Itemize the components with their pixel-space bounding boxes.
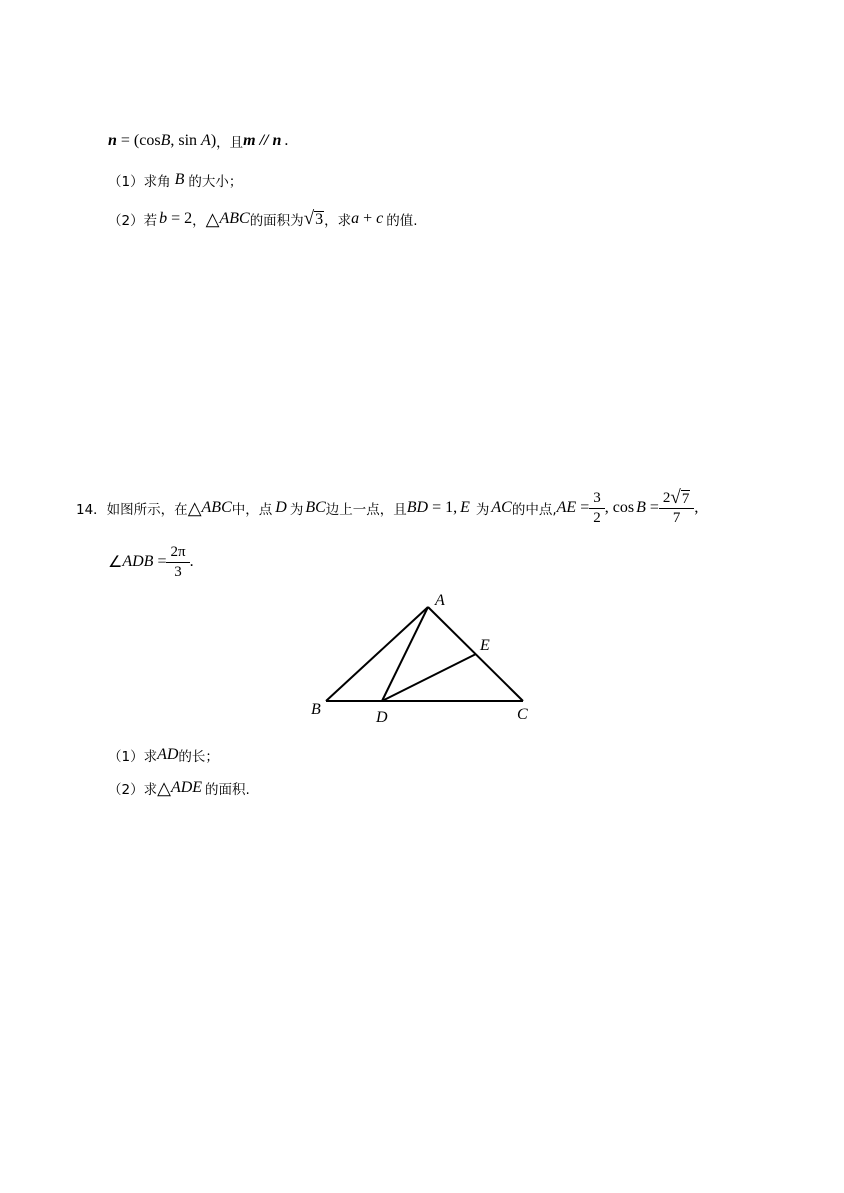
q14-bc: BC xyxy=(305,499,326,516)
label-c: C xyxy=(517,706,528,723)
q14-ae: AE xyxy=(556,499,577,516)
q14-adb-fraction xyxy=(168,544,187,581)
q13-p2-c: c xyxy=(376,210,384,227)
q13-vector-n-line xyxy=(108,130,288,152)
q13-n-a: A xyxy=(201,132,211,149)
q13-n-sin: , sin xyxy=(170,132,202,149)
q13-n-eq: = (cos xyxy=(116,132,161,149)
q14-cosb-den: 7 xyxy=(659,508,694,527)
q14-p1-text: 的长； xyxy=(178,749,219,765)
q13-p1-var: B xyxy=(174,171,185,188)
q14-p2-text: 的面积. xyxy=(205,782,250,798)
q14-mid4: 为 xyxy=(475,502,490,518)
q13-p2-plus: + xyxy=(359,210,377,227)
q13-p2-ask: ，求 xyxy=(324,213,352,229)
segment-ab xyxy=(326,607,428,701)
q14-mid5: 的中点, xyxy=(511,502,557,518)
q14-angle: ∠ xyxy=(108,554,123,571)
q13-n-close: ) xyxy=(210,132,217,149)
q14-d: D xyxy=(275,499,287,516)
q14-part1 xyxy=(108,744,219,766)
q14-cosb-fraction xyxy=(661,489,692,527)
q14-statement-line2 xyxy=(108,538,194,586)
label-a: A xyxy=(435,592,445,609)
q14-cosb: , cos xyxy=(604,499,635,516)
q13-p2-triangle: △ xyxy=(205,208,220,229)
q14-bd-eq: = 1, xyxy=(428,499,458,516)
q13-p2-eq: = 2 xyxy=(167,210,193,227)
q14-number: 14．如图所示，在 xyxy=(76,502,188,518)
q14-ae-eq: = xyxy=(576,499,590,516)
q13-p1-text: 的大小； xyxy=(188,174,243,190)
q13-n-vector-2: n xyxy=(272,132,282,149)
q13-n-b: B xyxy=(160,132,171,149)
label-b: B xyxy=(311,701,321,718)
q14-bd: BD xyxy=(406,499,429,516)
segment-ad xyxy=(382,607,428,701)
q14-ac: AC xyxy=(491,499,512,516)
q13-part1 xyxy=(108,169,242,191)
q13-parallel: // xyxy=(255,132,273,149)
label-d: D xyxy=(376,709,388,726)
q13-period: . xyxy=(284,132,289,149)
q14-p2-label: （2）求 xyxy=(108,782,158,798)
q14-e: E xyxy=(460,499,470,516)
q13-n-vector: n xyxy=(108,132,117,149)
q13-p1-label: （1）求角 xyxy=(108,174,171,190)
q13-part2 xyxy=(108,207,418,231)
q14-mid2: 为 xyxy=(289,502,304,518)
q14-adb-num: 2π xyxy=(170,543,186,560)
q14-sqrt7: √ 7 xyxy=(670,487,690,508)
segment-de xyxy=(382,654,476,701)
label-e: E xyxy=(480,637,490,654)
q14-mid1: 中，点 xyxy=(231,502,273,518)
q13-p2-b: b xyxy=(159,210,168,227)
q14-abc: ABC xyxy=(201,499,232,516)
q14-comma-end: , xyxy=(694,499,699,516)
q14-adb-eq: = xyxy=(153,553,167,570)
q14-ae-fraction xyxy=(591,490,603,527)
q14-ae-den: 2 xyxy=(589,508,605,527)
q13-and: ，且 xyxy=(216,135,244,151)
q13-sqrt3: √ 3 xyxy=(303,208,324,229)
q13-p2-area: 的面积为 xyxy=(249,213,304,229)
q14-p1-label: （1）求 xyxy=(108,749,158,765)
q13-m-vector: m xyxy=(243,132,256,149)
q13-p2-end: 的值. xyxy=(386,213,418,229)
q13-p2-a: a xyxy=(351,210,360,227)
q14-cosb-num: 2 √ 7 xyxy=(662,487,690,508)
q13-p2-abc: ABC xyxy=(219,210,250,227)
q14-mid3: 边上一点，且 xyxy=(325,502,407,518)
q13-p2-comma: ， xyxy=(192,213,206,229)
q14-adb-end: . xyxy=(189,553,194,570)
triangle-figure xyxy=(0,590,844,730)
q14-p2-ade: ADE xyxy=(170,779,203,796)
q14-adb: ADB xyxy=(122,553,154,570)
q14-p2-triangle: △ xyxy=(157,777,171,798)
q14-triangle: △ xyxy=(187,497,202,518)
q14-statement-line1 xyxy=(76,484,698,532)
q14-part2 xyxy=(108,777,250,799)
q13-p2-label: （2）若 xyxy=(108,213,158,229)
q14-cosb-eq: = xyxy=(645,499,659,516)
q14-cosb-b: B xyxy=(636,499,646,516)
q14-ae-num: 3 xyxy=(593,489,601,506)
q14-p1-ad: AD xyxy=(157,746,179,763)
q14-adb-den: 3 xyxy=(166,562,189,581)
